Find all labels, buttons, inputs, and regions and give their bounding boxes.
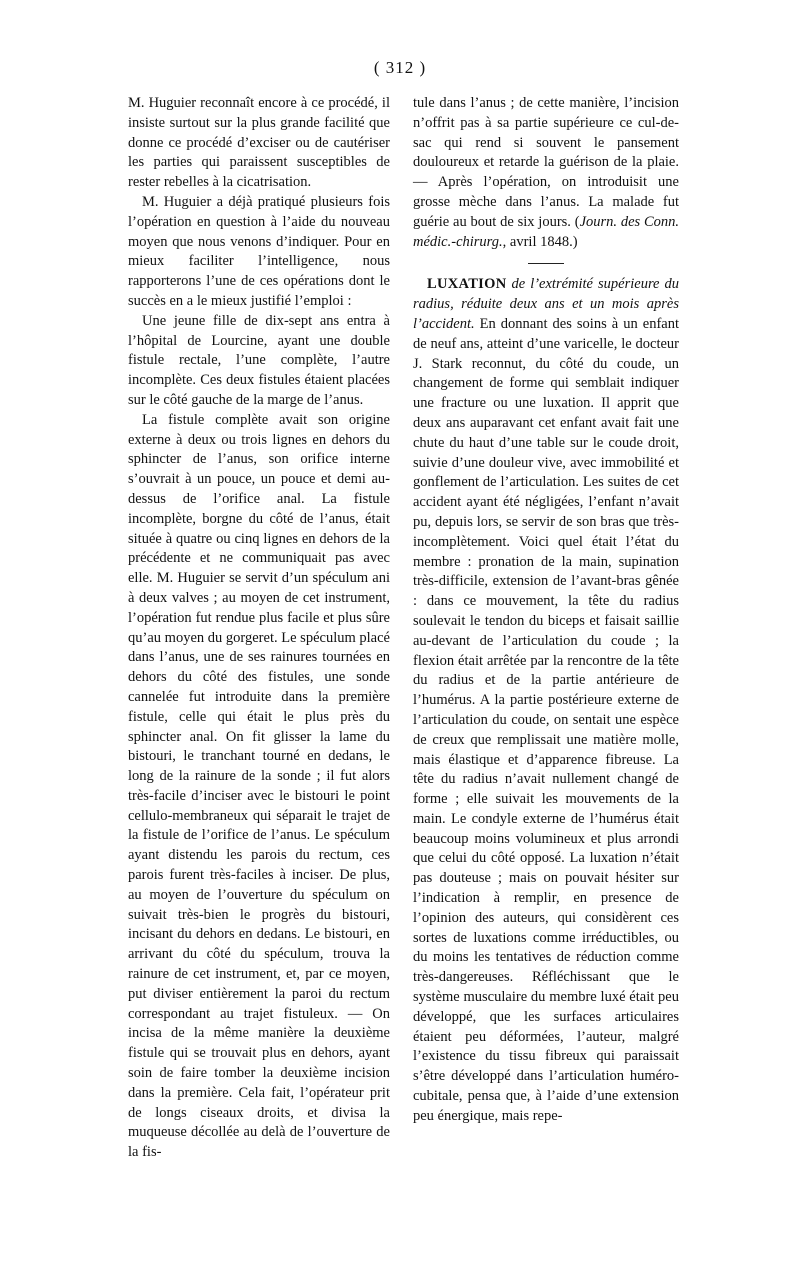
- article-paragraph: [413, 275, 679, 1126]
- left-column: [128, 94, 390, 1163]
- citation-date: , avril 1848.): [502, 233, 578, 250]
- article-body: En donnant des soins à un enfant de neuf ans, atteint d’une varicelle, le docteur J. Stark reconnut, du côté du coude, un changement de forme qui semblait indiquer une fracture ou une luxation. Il apprit que deux ans auparavant cet enfant avait fait une chute du haut d’une table sur le coude droit, suivie d’une douleur vive, avec immobilité et gonflement de l’articulation. Les suites de cet accident ayant été négligées, l’enfant n’avait pu, depuis lors, se servir de son bras que très-incomplètement. Voici quel était l’état du membre : pronation de la main, supination très-difficile, extension de l’avant-bras gênée : dans ce mouvement, la tête du radius soulevait le tendon du biceps et faisait saillie au-devant de l’articulation du coude ; la flexion était arrêtée par la rencontre de la tête du radius et de la partie antérieure de l’humérus. A la partie postérieure externe de l’articulation du coude, on sentait une espèce de creux que remplissait une matière molle, mais élastique et d’apparence fibreuse. La tête du radius n’avait nullement changé de forme ; elle suivait les mouvements de la main. Le condyle externe de l’humérus était beaucoup moins volumineux et plus arrondi que celui du côté opposé. La luxation n’était pas douteuse ; mais on pouvait hésiter sur l’indication à remplir, en presence de l’opinion des auteurs, qui considèrent ces sortes de luxations comme irréductibles, ou du moins les tentatives de réduction comme très-dangereuses. Réfléchissant que le système musculaire du membre luxé était peu développé, que les surfaces articulaires étaient peu déformées, l’auteur, malgré l’existence du tissu fibreux qui paraissait s’être développé dans l’articulation huméro-cubitale, pensa que, à l’aide d’une extension peu énergique, mais repe-: [413, 315, 679, 1124]
- right-column: [413, 94, 679, 1127]
- right-paragraph-1-text: tule dans l’anus ; de cette manière, l’incision n’offrit pas à sa partie supérieure ce cul-de-sac qui rend si souvent le pansement douloureux et retarde la guérison de la plaie. — Après l’opération, on introduisit une grosse mèche dans l’anus. La malade fut guérie au bout de six jours.: [413, 95, 679, 230]
- left-paragraph-2: M. Huguier a déjà pratiqué plusieurs fois l’opération en question à l’aide du nouveau moyen que nous venons d’indiquer. Pour en mieux faciliter l’intelligence, nous rapporterons l’une de ces opérations dont le succès en a le mieux justifié l’emploi :: [128, 193, 390, 309]
- citation-journal: Journ. des Conn. médic.-chirurg.: [413, 213, 679, 250]
- left-paragraph-1: M. Huguier reconnaît encore à ce procédé, il insiste surtout sur la plus grande facilité que donne ce procédé d’exciser ou de cautériser les parties qui paraissent susceptibles de rester rebelles à la cicatrisation.: [128, 95, 390, 191]
- left-paragraph-4: La fistule complète avait son origine externe à deux ou trois lignes en dehors du sphincter de l’anus, son orifice interne s’ouvrait à un pouce, un pouce et demi au-dessus de l’orifice anal. La fistule incomplète, borgne du côté de l’anus, était située à quatre ou cinq lignes en dehors de la précédente et ne communiquait pas avec elle. M. Huguier se servit d’un spéculum ani à deux valves ; au moyen de cet instrument, l’opération fut rendue plus facile et plus sûre qu’au moyen du gorgeret. Le spéculum placé dans l’anus, une de ses rainures tournées en dehors du côté des fistules, une sonde cannelée fut introduite dans la première fistule, celle qui était le plus près du sphincter anal. On fit glisser la lame du bistouri, le tranchant tourné en dedans, le long de la rainure de la sonde ; il fut alors très-facile d’inciser avec le bistouri le point cellulo-membraneux qui séparait le trajet de la fistule de l’orifice de l’anus. Le spéculum ayant distendu les parois du rectum, ces parois furent très-faciles à inciser. De plus, au moyen de l’ouverture du spéculum on suivait très-bien le progrès du bistouri, incisant du dehors en dedans. Le bistouri, en arrivant du côté du spéculum, trouva la rainure de cet instrument, et, par ce moyen, put diviser entièrement la paroi du rectum correspondant au trajet fistuleux. — On incisa de la même manière la deuxième fistule qui se trouvait plus en dehors, ayant soin de faire tomber la deuxième incision dans la première. Cela fait, l’opérateur prit de longs ciseaux droits, et divisa la muqueuse décollée au delà de l’ouverture de la fis-: [128, 411, 390, 1161]
- article-heading: LUXATION: [427, 276, 507, 293]
- page-number: ( 312 ): [373, 58, 427, 77]
- citation-open: (: [574, 213, 580, 230]
- section-divider: [528, 263, 564, 264]
- right-paragraph-1: [413, 94, 679, 252]
- article-heading-subtitle: de l’extrémité supérieure du radius, réduite deux ans et un mois après l’accident.: [413, 276, 679, 332]
- left-paragraph-3: Une jeune fille de dix-sept ans entra à l’hôpital de Lourcine, ayant une double fistule rectale, l’une complète, l’autre incomplète. Ces deux fistules étaient placées sur le côté gauche de la marge de l’anus.: [128, 312, 390, 408]
